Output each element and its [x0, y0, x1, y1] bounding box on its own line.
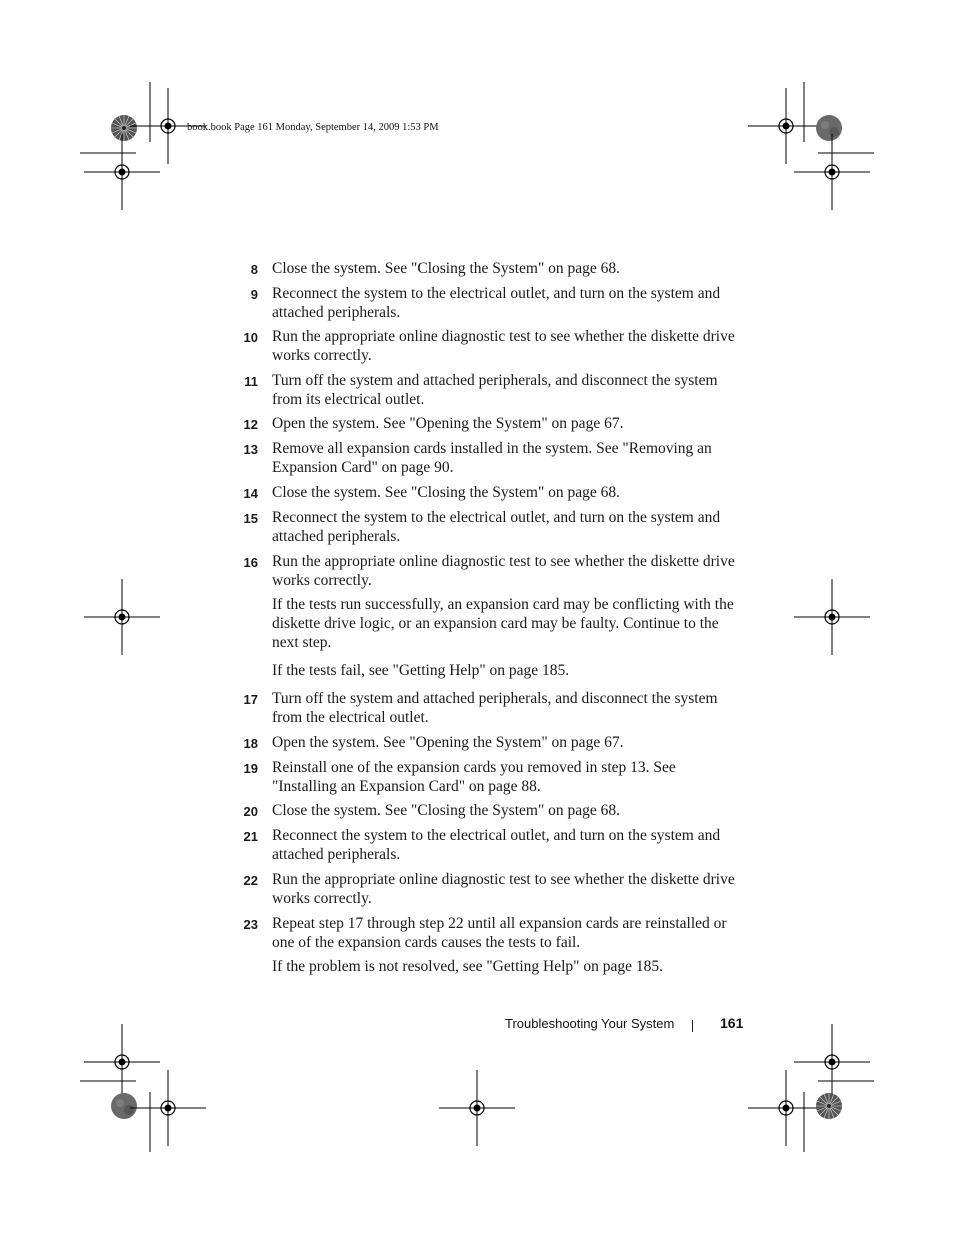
step-number: 17 [243, 692, 258, 707]
step-text: Reconnect the system to the electrical outlet, and turn on the system and attached peripherals. [272, 509, 721, 545]
step-number: 23 [243, 917, 258, 932]
step-text: Open the system. See "Opening the System" on page 67. [272, 734, 624, 751]
step-number: 9 [250, 287, 258, 302]
step-text: Reconnect the system to the electrical outlet, and turn on the system and attached peripherals. [272, 827, 721, 863]
step-text: Reconnect the system to the electrical outlet, and turn on the system and attached peripherals. [272, 285, 721, 321]
step-text: Turn off the system and attached peripherals, and disconnect the system from its electrical outlet. [272, 372, 718, 408]
step-number: 12 [243, 417, 258, 432]
step-number: 14 [243, 486, 258, 501]
page-number: 161 [720, 1015, 744, 1031]
step-number: 11 [244, 374, 258, 389]
step-number: 10 [243, 330, 258, 345]
step-number: 22 [243, 873, 258, 888]
step-text: Run the appropriate online diagnostic test to see whether the diskette drive works correctly. [272, 553, 735, 589]
footer-section-title: Troubleshooting Your System [505, 1016, 675, 1031]
step-number: 21 [243, 829, 258, 844]
step-text: Open the system. See "Opening the System" on page 67. [272, 415, 624, 432]
step-text: Turn off the system and attached peripherals, and disconnect the system from the electrical outlet. [272, 690, 718, 726]
print-slug: book.book Page 161 Monday, September 14, 2009 1:53 PM [187, 122, 439, 133]
step-number: 20 [243, 804, 258, 819]
step-text: Repeat step 17 through step 22 until all expansion cards are reinstalled or one of the expansion cards causes the tests to fail. [272, 915, 727, 951]
step-number: 15 [243, 511, 258, 526]
step-number: 16 [243, 555, 258, 570]
step-text: Close the system. See "Closing the System" on page 68. [272, 802, 621, 819]
step-text: Remove all expansion cards installed in the system. See "Removing an Expansion Card" on page 90. [272, 440, 712, 476]
step-text: Close the system. See "Closing the System" on page 68. [272, 260, 621, 277]
step-text: Close the system. See "Closing the System" on page 68. [272, 484, 621, 501]
step-number: 13 [243, 442, 258, 457]
footer-divider [692, 1020, 693, 1032]
step-note: If the problem is not resolved, see "Getting Help" on page 185. [272, 958, 664, 975]
step-text: Run the appropriate online diagnostic test to see whether the diskette drive works correctly. [272, 328, 735, 364]
step-number: 19 [243, 761, 258, 776]
step-note: If the tests fail, see "Getting Help" on page 185. [272, 662, 570, 679]
step-text: Run the appropriate online diagnostic test to see whether the diskette drive works correctly. [272, 871, 735, 907]
step-note: If the tests run successfully, an expansion card may be conflicting with the diskette drive logic, or an expansion card may be faulty. Continue to the next step. [272, 596, 734, 651]
step-number: 8 [250, 262, 258, 277]
step-text: Reinstall one of the expansion cards you removed in step 13. See "Installing an Expansion Card" on page 88. [272, 759, 676, 795]
step-number: 18 [243, 736, 258, 751]
